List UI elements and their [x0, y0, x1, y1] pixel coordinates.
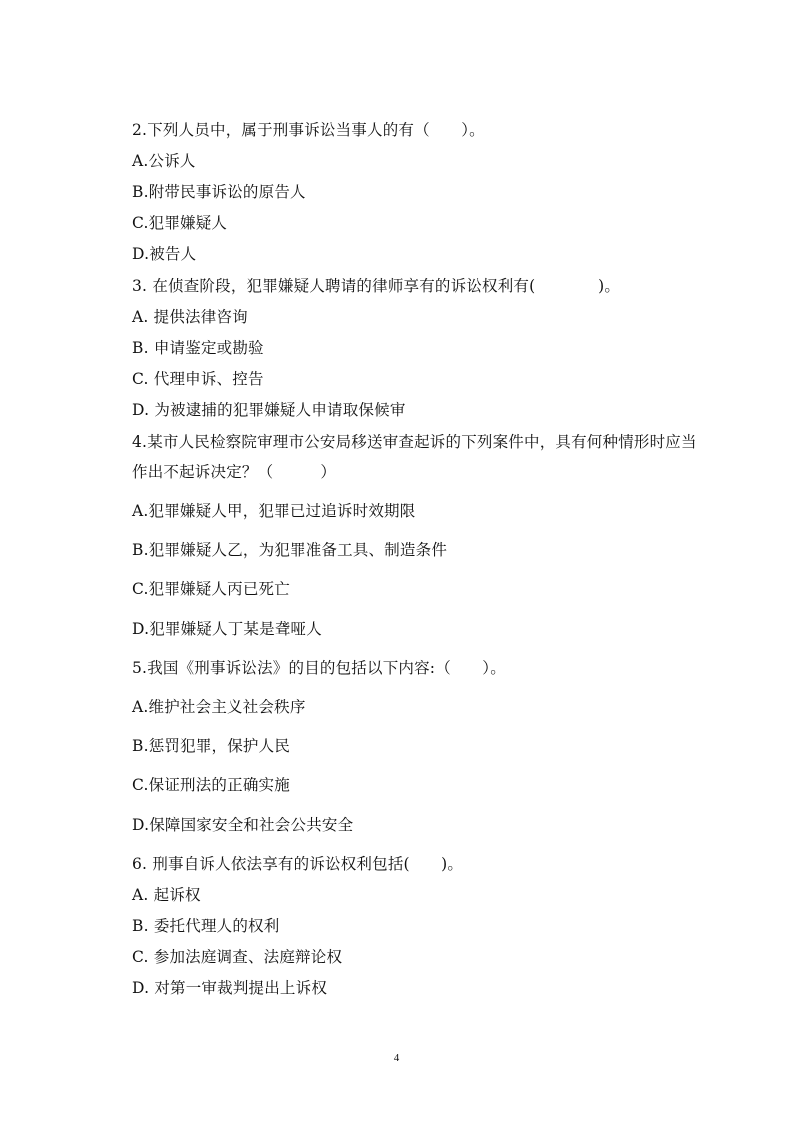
question-2-option-a: A.公诉人	[132, 152, 196, 170]
question-5-option-a: A.维护社会主义社会秩序	[132, 698, 306, 716]
question-6-option-c: C. 参加法庭调查、法庭辩论权	[132, 948, 343, 966]
question-2-stem: 2.下列人员中，属于刑事诉讼当事人的有（ ）。	[132, 121, 485, 139]
question-6-option-b: B. 委托代理人的权利	[132, 917, 280, 935]
question-4-option-a: A.犯罪嫌疑人甲，犯罪已过追诉时效期限	[132, 502, 416, 520]
question-5-option-d: D.保障国家安全和社会公共安全	[132, 816, 354, 834]
question-4-stem-line-2: 作出不起诉决定？（ ）	[132, 463, 337, 481]
question-5-stem: 5.我国《刑事诉讼法》的目的包括以下内容:（ ）。	[132, 659, 506, 677]
question-2-option-c: C.犯罪嫌疑人	[132, 214, 228, 232]
question-6-stem: 6. 刑事自诉人依法享有的诉讼权利包括( )。	[132, 855, 464, 873]
question-3-option-c: C. 代理申诉、控告	[132, 370, 264, 388]
question-5-option-b: B.惩罚犯罪，保护人民	[132, 737, 291, 755]
question-6-option-d: D. 对第一审裁判提出上诉权	[132, 979, 328, 997]
question-3-option-b: B. 申请鉴定或勘验	[132, 339, 264, 357]
page-number: 4	[393, 1052, 400, 1064]
question-2-option-b: B.附带民事诉讼的原告人	[132, 183, 306, 201]
question-4-option-d: D.犯罪嫌疑人丁某是聋哑人	[132, 620, 322, 638]
question-3-option-d: D. 为被逮捕的犯罪嫌疑人申请取保候审	[132, 401, 406, 419]
question-4-option-c: C.犯罪嫌疑人丙已死亡	[132, 580, 290, 598]
question-3-stem: 3. 在侦查阶段，犯罪嫌疑人聘请的律师享有的诉讼权利有( )。	[132, 277, 621, 295]
question-4-stem-line-1: 4.某市人民检察院审理市公安局移送审查起诉的下列案件中，具有何种情形时应当	[132, 433, 697, 451]
question-5-option-c: C.保证刑法的正确实施	[132, 776, 290, 794]
question-4-option-b: B.犯罪嫌疑人乙，为犯罪准备工具、制造条件	[132, 541, 448, 559]
question-3-option-a: A. 提供法律咨询	[132, 308, 248, 326]
question-6-option-a: A. 起诉权	[132, 886, 201, 904]
question-2-option-d: D.被告人	[132, 245, 197, 263]
